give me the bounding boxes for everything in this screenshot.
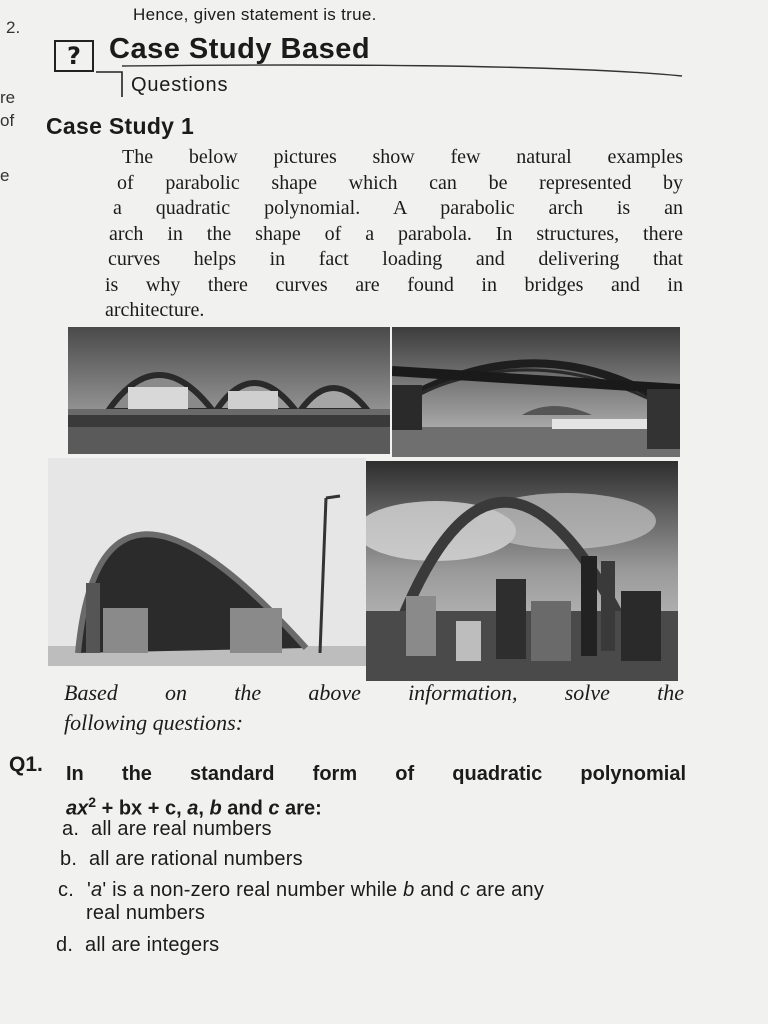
intro-line: is why there curves are found in bridges and in: [105, 273, 683, 296]
option-label: c.: [58, 879, 74, 901]
question-line: In the standard form of quadratic polynomial: [66, 763, 686, 785]
arch-bridge-photo: [392, 327, 680, 457]
intro-line: architecture.: [105, 299, 205, 321]
parabolic-hangar-photo: [48, 458, 366, 666]
question-number: Q1.: [9, 753, 43, 776]
gateway-arch-photo: [366, 461, 678, 681]
edge-fragment: e: [0, 166, 10, 185]
arched-buildings-photo: [68, 327, 390, 454]
instruction-line: Based on the above information, solve the: [64, 680, 684, 705]
section-subtitle: Questions: [131, 74, 229, 96]
option-label: a.: [62, 818, 80, 840]
question-line: $ax^2$ + bx + c, a, b and c are:: [66, 794, 322, 820]
page-number: 2.: [6, 18, 21, 37]
option-text-continued: real numbers: [86, 902, 206, 924]
option-text: all are rational numbers: [89, 848, 303, 870]
edge-fragment: re: [0, 88, 16, 107]
question-text: [66, 760, 686, 823]
edge-fragment: of: [0, 111, 15, 130]
intro-line: arch in the shape of a parabola. In structures, there: [109, 222, 683, 245]
previous-solution-line: Hence, given statement is true.: [133, 5, 377, 24]
option-text: all are integers: [85, 934, 220, 956]
instruction-text: [64, 678, 684, 738]
instruction-line: following questions:: [64, 710, 244, 735]
option-label: b.: [60, 848, 78, 870]
question-mark-icon: ?: [54, 40, 94, 72]
section-title: Case Study Based: [109, 33, 371, 65]
option-a: [62, 818, 272, 841]
option-label: d.: [56, 934, 74, 956]
intro-line: curves helps in fact loading and delivering that: [108, 248, 683, 270]
case-study-intro: [105, 145, 683, 324]
intro-line: The below pictures show few natural examples: [122, 146, 683, 168]
option-text: 'a' is a non-zero real number while b and c are any: [87, 879, 545, 901]
option-c: [58, 879, 684, 925]
option-b: [60, 848, 303, 871]
option-text: all are real numbers: [91, 818, 272, 840]
intro-line: a quadratic polynomial. A parabolic arch is an: [113, 197, 683, 219]
option-d: [56, 934, 219, 957]
case-study-title: Case Study 1: [46, 113, 195, 139]
intro-line: of parabolic shape which can be represented by: [117, 171, 683, 194]
